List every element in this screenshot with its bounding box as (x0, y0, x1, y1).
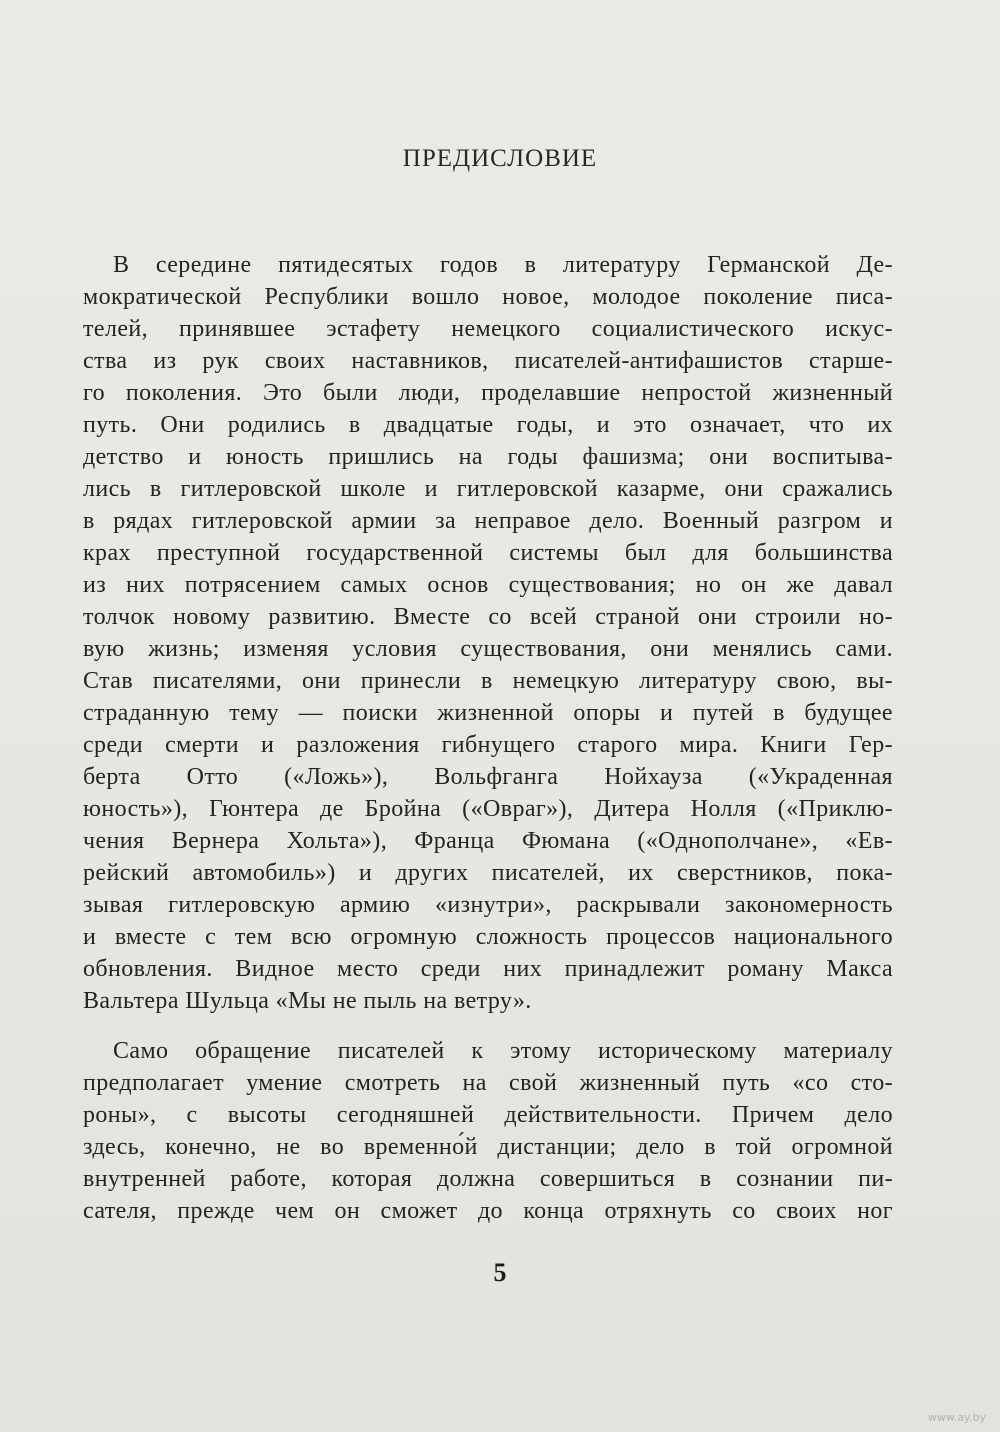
text-line: телей, принявшее эстафету немецкого социалистического искус- (83, 316, 893, 342)
text-line: среди смерти и разложения гибнущего старого мира. Книги Гер- (83, 732, 893, 758)
text-line: го поколения. Это были люди, проделавшие непростой жизненный (83, 380, 893, 406)
text-line: из них потрясением самых основ существования; но он же давал (83, 572, 893, 598)
text-line: путь. Они родились в двадцатые годы, и это означает, что их (83, 412, 893, 438)
text-line: рейский автомобиль») и других писателей, их сверстников, пока- (83, 860, 893, 886)
text-line: сателя, прежде чем он сможет до конца отряхнуть со своих ног (83, 1198, 893, 1224)
text-line: крах преступной государственной системы был для большинства (83, 540, 893, 566)
text-line: чения Вернера Хольта»), Франца Фюмана («Однополчане», «Ев- (83, 828, 893, 854)
text-line: берта Отто («Ложь»), Вольфганга Нойхауза («Украденная (83, 764, 893, 790)
text-line: обновления. Видное место среди них принадлежит роману Макса (83, 956, 893, 982)
text-line: мократической Республики вошло новое, молодое поколение писа- (83, 284, 893, 310)
text-line: ства из рук своих наставников, писателей-антифашистов старше- (83, 348, 893, 374)
text-line: толчок новому развитию. Вместе со всей страной они строили но- (83, 604, 893, 630)
text-line: и вместе с тем всю огромную сложность процессов национального (83, 924, 893, 950)
text-line: Став писателями, они принесли в немецкую литературу свою, вы- (83, 668, 893, 694)
text-line: предполагает умение смотреть на свой жизненный путь «со сто- (83, 1070, 893, 1096)
text-line: лись в гитлеровской школе и гитлеровской казарме, они сражались (83, 476, 893, 502)
text-line: Само обращение писателей к этому историческому материалу (113, 1038, 893, 1064)
text-line: роны», с высоты сегодняшней действительности. Причем дело (83, 1102, 893, 1128)
text-line: Вальтера Шульца «Мы не пыль на ветру». (83, 988, 532, 1014)
text-line: детство и юность пришлись на годы фашизма; они воспитыва- (83, 444, 893, 470)
text-line: зывая гитлеровскую армию «изнутри», раскрывали закономерность (83, 892, 893, 918)
page-number: 5 (493, 1258, 507, 1287)
text-line: страданную тему — поиски жизненной опоры и путей в будущее (83, 700, 893, 726)
text-line: здесь, конечно, не во временно́й дистанции; дело в той огромной (83, 1134, 893, 1160)
text-line: внутренней работе, которая должна совершиться в сознании пи- (83, 1166, 893, 1192)
text-line: вую жизнь; изменяя условия существования, они менялись сами. (83, 636, 893, 662)
text-line: В середине пятидесятых годов в литературу Германской Де- (113, 252, 893, 278)
text-line: в рядах гитлеровской армии за неправое дело. Военный разгром и (83, 508, 893, 534)
text-line: юность»), Гюнтера де Бройна («Овраг»), Дитера Нолля («Приклю- (83, 796, 893, 822)
watermark: www.ay.by (927, 1411, 986, 1424)
page-title: ПРЕДИСЛОВИЕ (402, 145, 598, 172)
